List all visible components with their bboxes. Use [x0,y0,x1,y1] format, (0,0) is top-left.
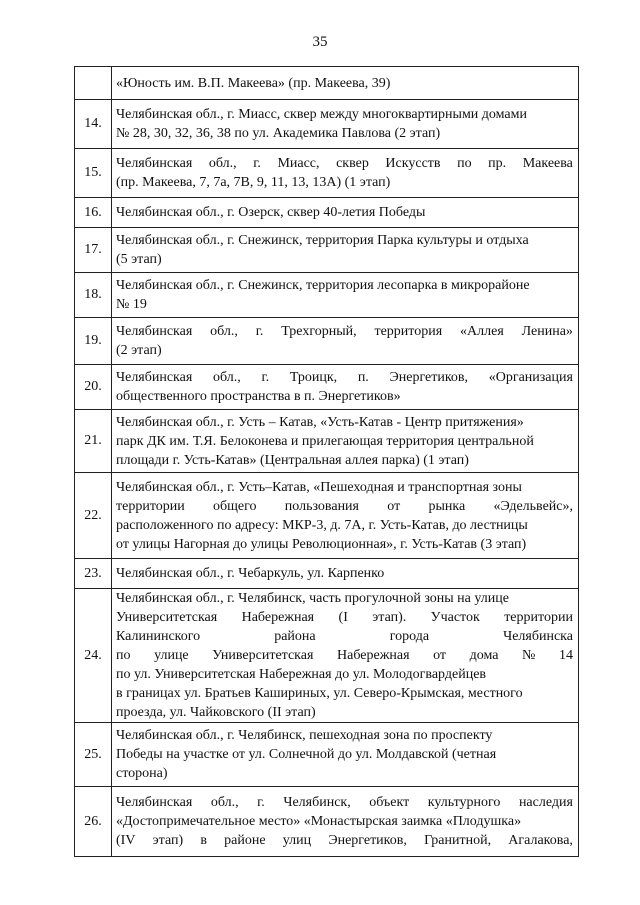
description-text: территории [116,498,185,514]
table-row [75,100,579,149]
table-row [75,273,579,318]
description-text: г. [255,324,264,339]
description-text: «Аллея [460,324,504,339]
description-text: Победы на участке от ул. Солнечной до ул. Молдавской (четная [116,747,497,762]
description-text: по [116,648,131,663]
description-line [116,203,573,222]
description-text: Энергетиков, [328,833,407,848]
description-text: № [522,648,536,663]
description-text: сквер [336,156,369,171]
description-text: улиц [282,833,312,848]
row-description [112,273,579,318]
objects-table [74,66,579,857]
description-line [116,154,573,173]
description-line [116,665,573,684]
description-text: Набережная [241,610,315,625]
description-text: 14 [558,648,573,663]
description-text: Челябинска [503,629,573,644]
table-row [75,589,579,723]
description-text: п. [357,370,369,385]
description-text: обл., [210,324,238,339]
description-line [116,703,573,722]
description-text: в [200,833,207,848]
description-line [116,432,573,451]
description-line [116,295,573,314]
description-text: Миасс, [277,156,320,171]
row-description [112,67,579,100]
description-text: Университетская [212,648,314,663]
description-line [116,387,573,406]
description-line [116,413,573,432]
description-text: пользования [284,498,359,514]
description-text: «Достопримечательное место» «Монастырская заимка «Плодушка» [116,814,522,829]
description-text: Набережная [337,648,410,663]
table-row [75,787,579,857]
description-line [116,812,573,831]
description-text: по [457,156,472,171]
row-description [112,198,579,228]
table-row [75,149,579,198]
description-text: «Эдельвейс», [493,498,573,514]
description-text: проезда, ул. Чайковского (II этап) [116,705,316,720]
description-line [116,516,573,535]
description-text: Трехгорный, [281,324,357,339]
description-text: Гранитной, [424,833,492,848]
description-text: Челябинская обл., г. Усть–Катав, «Пешеходная и транспортная зоны [116,479,522,495]
description-text: Троицк, [289,370,338,385]
row-description [112,589,579,723]
description-text: Челябинская обл., г. Челябинск, часть прогулочной зоны на улице [116,591,509,606]
page-number: 35 [312,34,328,50]
description-text: в границах ул. Братьев Кашириных, ул. Северо-Крымская, местного [116,686,523,701]
table-row [75,228,579,273]
description-line [116,764,573,783]
description-text: (пр. Макеева, 7, 7а, 7В, 9, 11, 13, 13А) (1 этап) [116,175,391,190]
table-row [75,318,579,365]
row-description [112,100,579,149]
row-number: 23. [75,559,112,589]
description-text: № 28, 30, 32, 36, 38 по ул. Академика Павлова (2 этап) [116,126,441,141]
row-description [112,410,579,473]
table-row [75,723,579,787]
description-text: парк ДК им. Т.Я. Белоконева и прилегающая территория центральной [116,433,534,449]
description-text: Челябинская обл., г. Чебаркуль, ул. Карпенко [116,566,385,581]
description-text: города [389,629,430,644]
description-line [116,589,573,608]
description-text: «Организация [488,370,573,385]
description-text: (I [338,610,348,625]
description-text: площади г. Усть-Катав» (Центральная аллея парка) (1 этап) [116,452,469,468]
description-line [116,684,573,703]
row-description [112,473,579,559]
description-text: г. [257,795,265,810]
row-number: 20. [75,365,112,410]
description-text: Челябинская обл., г. Усть – Катав, «Усть-Катав - Центр притяжения» [116,414,524,430]
description-text: улице [154,648,189,663]
row-number: 14. [75,100,112,149]
description-text: Челябинск, [283,795,351,810]
description-line [116,250,573,269]
row-number: 25. [75,723,112,787]
description-line [116,564,573,583]
description-text: г. [253,156,261,171]
table-row [75,365,579,410]
table-row [75,67,579,100]
description-text: Челябинская обл., г. Снежинск, территория лесопарка в микрорайоне [116,278,530,293]
description-text: от [433,648,447,663]
description-line [116,368,573,387]
description-line [116,173,573,192]
row-number: 21. [75,410,112,473]
description-line [116,322,573,341]
description-text: Челябинская обл., г. Миасс, сквер между многоквартирными домами [116,107,527,122]
row-number: 26. [75,787,112,857]
description-line [116,105,573,124]
row-description [112,787,579,857]
description-text: Макеева [522,156,573,171]
description-line [116,726,573,745]
description-text: Университетская [116,610,218,625]
description-text: Челябинская [116,795,193,810]
table-row [75,410,579,473]
description-text: районе [224,833,266,848]
description-text: общественного пространства в п. Энергетиков» [116,389,401,404]
row-number: 16. [75,198,112,228]
description-text: наследия [518,795,573,810]
row-description [112,559,579,589]
description-line [116,608,573,627]
description-line [116,831,573,850]
description-line [116,497,573,516]
description-text: дома [469,648,499,663]
description-line [116,451,573,470]
table-row [75,473,579,559]
description-text: Калининского [116,629,201,644]
objects-table-body [75,67,579,857]
description-text: Челябинская [116,156,193,171]
row-number [75,67,112,100]
description-text: от [387,498,401,514]
description-text: этап) [152,833,184,848]
description-text: Челябинская [116,324,193,339]
description-text: № 19 [116,297,147,312]
row-description [112,365,579,410]
description-line [116,793,573,812]
row-number: 24. [75,589,112,723]
description-text: общего [213,498,257,514]
description-line [116,478,573,497]
description-text: Участок [430,610,480,625]
description-text: обл., [213,370,241,385]
description-line [116,646,573,665]
description-text: Челябинская обл., г. Челябинск, пешеходная зона по проспекту [116,728,493,743]
description-text: объект [369,795,410,810]
row-number: 17. [75,228,112,273]
description-text: по ул. Университетская Набережная до ул. Молодогвардейцев [116,667,487,682]
description-line [116,341,573,360]
description-text: Энергетиков, [389,370,469,385]
row-number: 15. [75,149,112,198]
description-text: Челябинская обл., г. Снежинск, территория Парка культуры и отдыха [116,233,529,248]
row-number: 18. [75,273,112,318]
description-text: обл., [208,156,237,171]
description-text: пр. [488,156,507,171]
description-text: территории [504,610,573,625]
row-description [112,228,579,273]
description-text: (IV [116,833,136,848]
row-number: 19. [75,318,112,365]
description-text: рынка [428,498,466,514]
description-text: г. [261,370,270,385]
description-line [116,276,573,295]
description-line [116,745,573,764]
description-text: сторона) [116,766,168,781]
description-text: (5 этап) [116,252,162,267]
row-description [112,723,579,787]
description-line [116,231,573,250]
description-text: территория [374,324,443,339]
description-text: «Юность им. В.П. Макеева» (пр. Макеева, 39) [116,75,391,91]
description-line [116,124,573,143]
description-text: культурного [427,795,501,810]
row-description [112,318,579,365]
description-text: района [274,629,316,644]
description-text: от улицы Нагорная до улицы Революционная», г. Усть-Катав (3 этап) [116,536,527,552]
description-text: Ленина» [521,324,573,339]
table-row [75,559,579,589]
description-text: Искусств [385,156,441,171]
row-description [112,149,579,198]
description-line [116,74,573,93]
description-text: Челябинская обл., г. Озерск, сквер 40-летия Победы [116,205,426,220]
row-number: 22. [75,473,112,559]
description-text: расположенного по адресу: МКР-3, д. 7А, г. Усть-Катав, до лестницы [116,517,528,533]
description-text: Челябинская [116,370,193,385]
table-row [75,198,579,228]
description-line [116,535,573,554]
description-text: этап). [372,610,407,625]
description-line [116,627,573,646]
description-text: Агалакова, [508,833,573,848]
description-text: (2 этап) [116,343,162,358]
description-text: обл., [210,795,239,810]
